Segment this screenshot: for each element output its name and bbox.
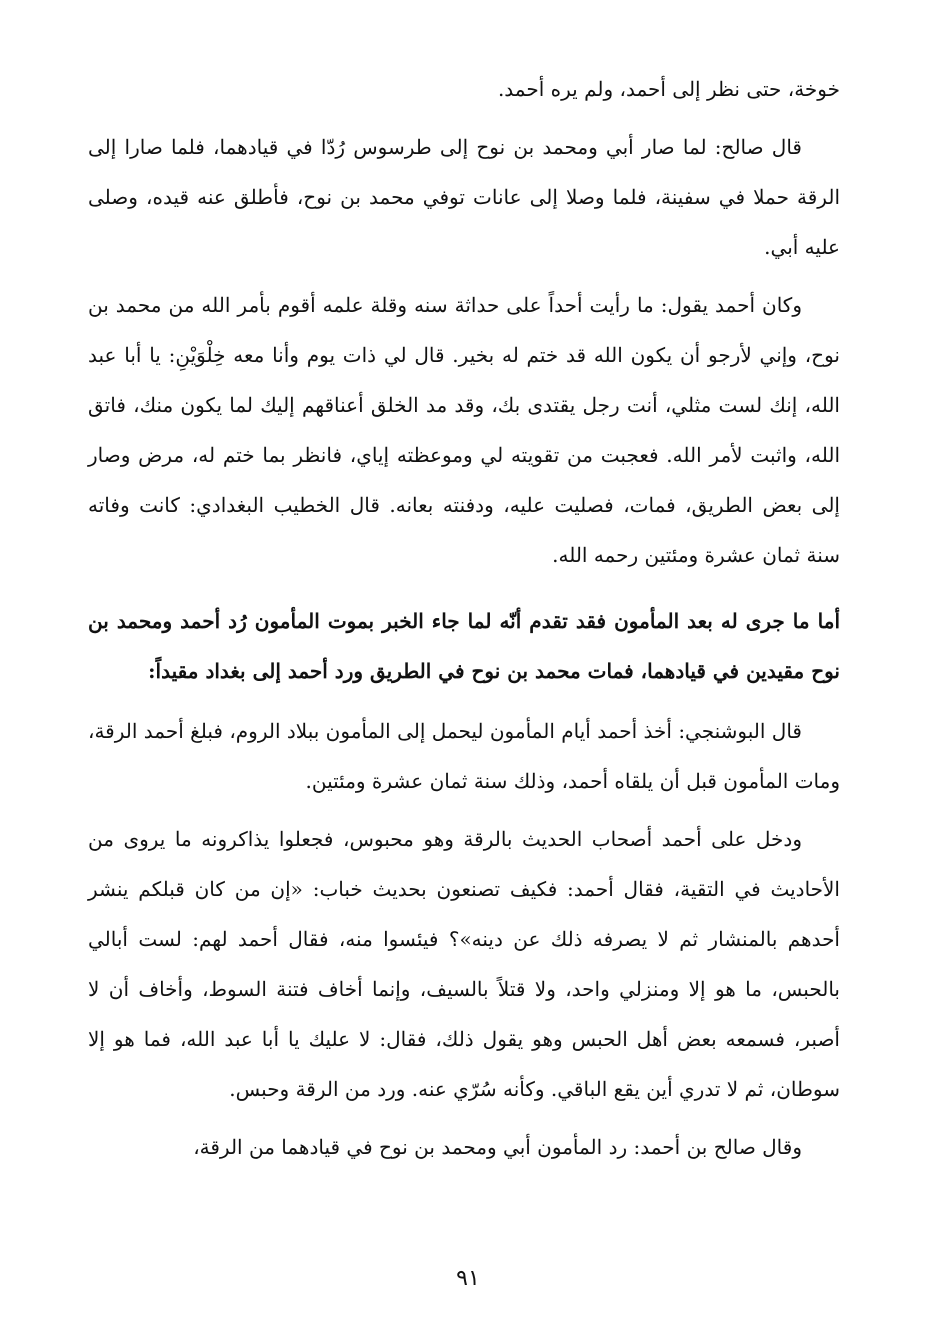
paragraph-saleh-bin-ahmad: وقال صالح بن أحمد: رد المأمون أبي ومحمد بن نوح في قيادهما من الرقة، xyxy=(193,1135,802,1159)
paragraph-saleh-tarsus: قال صالح: لما صار أبي ومحمد بن نوح إلى طرسوس رُدّا في قيادهما، فلما صارا إلى الرقة حملا في سفينة، فلما وصلا إلى عانات توفي محمد بن نوح، فأطلق عنه قيده، وصلى عليه أبي. xyxy=(88,135,840,259)
page-number: ٩١ xyxy=(456,1266,480,1291)
section-heading-after-mamun: أما ما جرى له بعد المأمون فقد تقدم أنّه لما جاء الخبر بموت المأمون رُد أحمد ومحمد بن نوح مقيدين في قيادهما، فمات محمد بن نوح في الطريق ورد أحمد إلى بغداد مقيداً: xyxy=(88,609,840,683)
paragraph-raqqa-prison: ودخل على أحمد أصحاب الحديث بالرقة وهو محبوس، فجعلوا يذاكرونه ما يروى من الأحاديث في التقية، فقال أحمد: فكيف تصنعون بحديث خباب: «إن من كان قبلكم ينشر أحدهم بالمنشار ثم لا يصرفه ذلك عن دينه»؟ فيئسوا منه، فقال أحمد لهم: لست أبالي بالحبس، ما هو إلا ومنزلي واحد، ولا قتلاً بالسيف، وإنما أخاف فتنة السوط، وأخاف أن لا أصبر، فسمعه بعض أهل الحبس وهو يقول ذلك، فقال: لا عليك يا أبا عبد الله، فما هو إلا سوطان، ثم لا تدري أين يقع الباقي. وكأنه سُرّي عنه. ورد من الرقة وحبس. xyxy=(88,827,840,1101)
paragraph-continuation: خوخة، حتى نظر إلى أحمد، ولم يره أحمد. xyxy=(497,77,840,101)
page-body xyxy=(88,64,840,1172)
paragraph-bushanji: قال البوشنجي: أخذ أحمد أيام المأمون ليحمل إلى المأمون ببلاد الروم، فبلغ أحمد الرقة، ومات المأمون قبل أن يلقاه أحمد، وذلك سنة ثمان عشرة ومئتين. xyxy=(88,719,840,793)
paragraph-muhammad-bin-nuh: وكان أحمد يقول: ما رأيت أحداً على حداثة سنه وقلة علمه أقوم بأمر الله من محمد بن نوح، وإني لأرجو أن يكون الله قد ختم له بخير. قال لي ذات يوم وأنا معه خِلْوَيْنِ: يا أبا عبد الله، إنك لست مثلي، أنت رجل يقتدى بك، وقد مد الخلق أعناقهم إليك لما يكون منك، فاتق الله، واثبت لأمر الله. فعجبت من تقويته لي وموعظته إياي، فانظر بما ختم له، مرض وصار إلى بعض الطريق، فمات، فصليت عليه، ودفنته بعانه. قال الخطيب البغدادي: كانت وفاته سنة ثمان عشرة ومئتين رحمه الله. xyxy=(88,293,840,567)
